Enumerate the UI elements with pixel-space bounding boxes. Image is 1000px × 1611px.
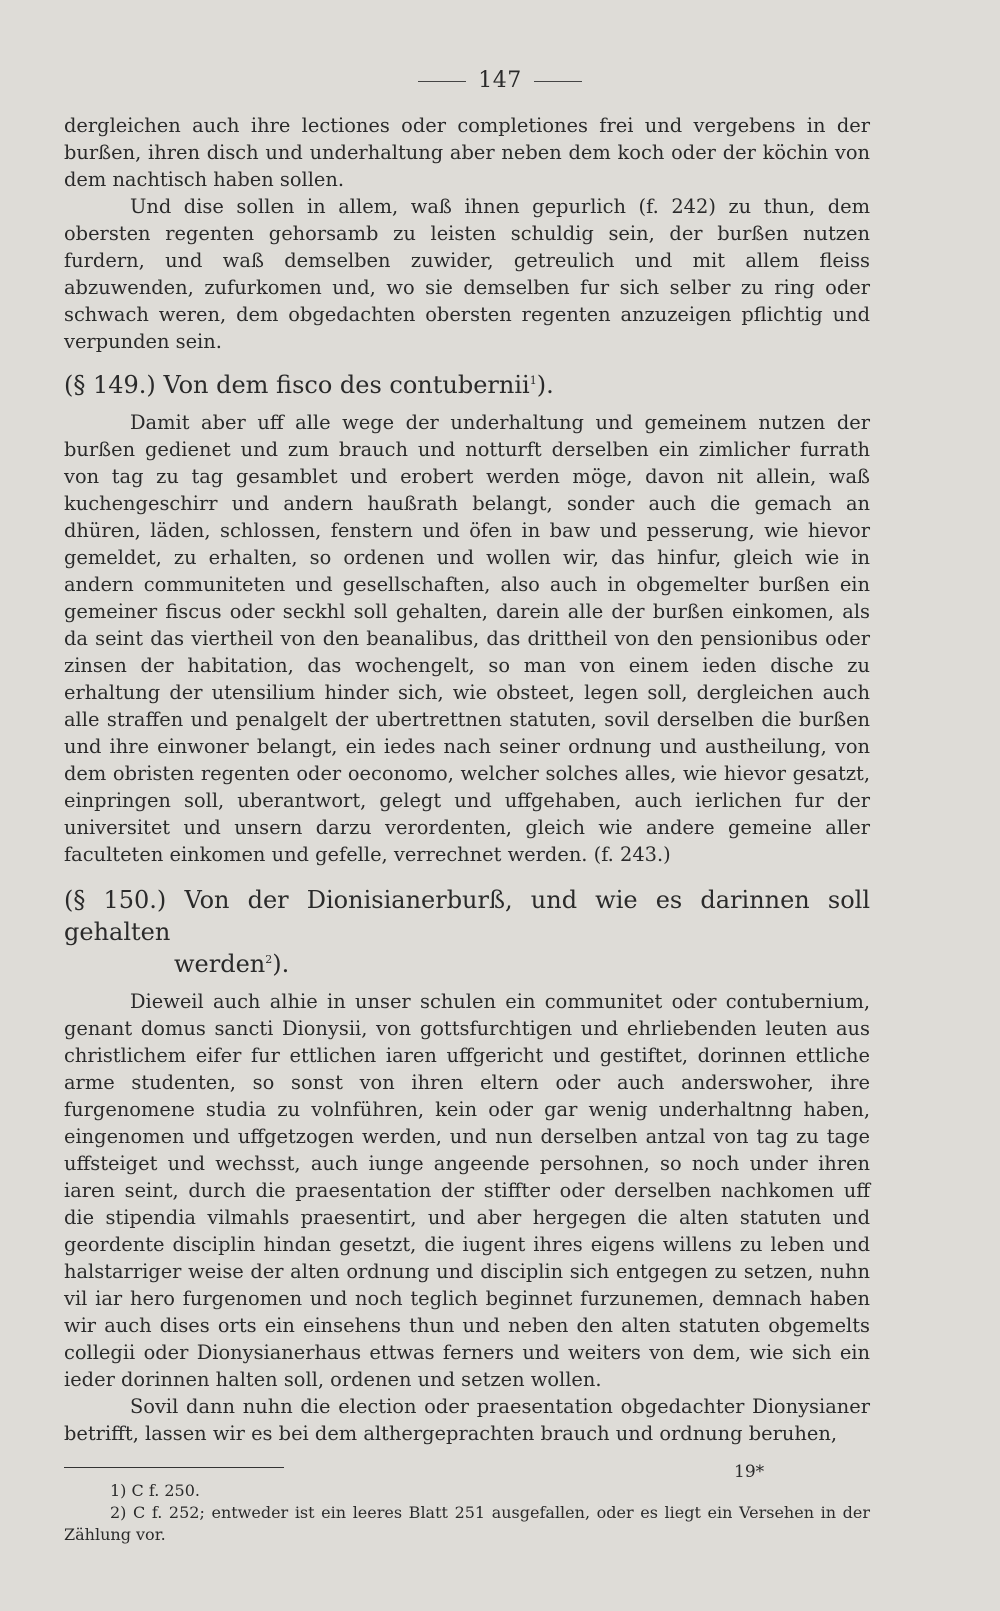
section-heading-149: (§ 149.) Von dem fisco des contubernii$^1$). (64, 371, 554, 399)
page-number: 147 (478, 68, 522, 93)
section-number-149: (§ 149.) (64, 371, 156, 399)
footnote-1: 1) C f. 250. (110, 1481, 200, 1500)
section-title-150: Von der Dionisianerburß, und wie es darinnen soll gehalten (64, 886, 871, 946)
footnote-ref-1: 1 (529, 374, 537, 387)
header-dash-right (534, 81, 582, 82)
paragraph-3: Damit aber uff alle wege der underhaltung und gemeinem nutzen der burßen gedienet und zum brauch und notturft derselben ein zimlicher furrath von tag zu tag gesamblet und erobert werden möge, davon nit allein, waß kuchengeschirr und andern haußrath belangt, sonder auch die gemach an dhüren, läden, schlossen, fenstern und öfen in baw und pesserung, wie hievor gemeldet, zu erhalten, so ordenen und wollen wir, das hinfur, gleich wie in andern communiteten und gesellschaften, also auch in obgemelter burßen ein gemeiner fiscus oder seckhl soll gehalten, darein alle der burßen einkomen, als da seint das viertheil von den beanalibus, das drittheil von den pensionibus oder zinsen der habitation, das wochengelt, so man von einem ieden dische zu erhaltung der utensilium hinder sich, wie obsteet, legen soll, dergleichen auch alle straffen und penalgelt der ubertrettnen statuten, sovil derselben die burßen und ihre einwoner belangt, ein iedes nach seiner ordnung und austheilung, von dem obristen regenten oder oeconomo, welcher solches alles, wie hievor gesatzt, einpringen soll, uberantwort, gelegt und uffgehaben, auch ierlichen fur der universitet und unsern darzu verordenten, gleich wie andere gemeine aller faculteten einkomen und gefelle, verrechnet werden. (f. 243.) (64, 411, 870, 866)
sheet-signature: 19* (734, 1462, 765, 1482)
paragraph-1: dergleichen auch ihre lectiones oder completiones frei und vergebens in der burßen, ihren disch und underhaltung aber neben dem koch oder der köchin von dem nachtisch haben sollen. (64, 114, 870, 191)
section-number-150: (§ 150.) (64, 886, 167, 914)
paragraph-4: Dieweil auch alhie in unser schulen ein communitet oder contubernium, genant domus sancti Dionysii, von gottsfurchtigen und ehrliebenden leuten aus christlichem eifer fur ettlichen iaren uffgericht und gestiftet, dorinnen ettliche arme studenten, so sonst von ihren eltern oder auch anderswoher, ihre furgenomene studia zu volnführen, kein oder gar wenig underhaltnng haben, eingenomen und uffgetzogen werden, und nun derselben antzal von tag zu tage uffsteiget und wechsst, auch iunge angeende persohnen, so noch under ihren iaren seint, durch die praesentation der stiffter oder derselben nachkomen uff die stipendia vilmahls praesentirt, und aber hergegen die alten statuten und geordente disciplin hindan gesetzt, die iugent ihres eigens willens zu leben und halstarriger weise der alten ordnung und disciplin sich entgegen zu setzen, nuhn vil iar hero furgenomen und noch teglich beginnet furzunemen, demnach haben wir auch dises orts ein einsehens thun und neben den alten statuten obgemelts collegii oder Dionysianerhaus ettwas ferners und weiters von dem, wie sich ein ieder dorinnen halten soll, ordenen und setzen wollen. (64, 990, 870, 1391)
section-title-149: Von dem fisco des contubernii (163, 371, 530, 399)
section-heading-150: (§ 150.) Von der Dionisianerburß, und wie es darinnen soll gehalten werden$^2$). (64, 886, 871, 978)
footnote-rule (64, 1467, 284, 1468)
page-header (0, 68, 1000, 93)
section-title-150-cont: werden (174, 950, 266, 978)
main-text (64, 112, 870, 1546)
footnote-2: 2) C f. 252; entweder ist ein leeres Blatt 251 ausgefallen, oder es liegt ein Versehen in der Zählung vor. (64, 1503, 870, 1544)
header-dash-left (418, 81, 466, 82)
paragraph-5: Sovil dann nuhn die election oder praesentation obgedachter Dionysianer betrifft, lassen wir es bei dem althergeprachten brauch und ordnung beruhen, (64, 1395, 870, 1445)
paragraph-2: Und dise sollen in allem, waß ihnen gepurlich (f. 242) zu thun, dem obersten regenten gehorsamb zu leisten schuldig sein, der burßen nutzen furdern, und waß demselben zuwider, getreulich und mit allem fleiss abzuwenden, zufurkomen und, wo sie demselben fur sich selber zu ring oder schwach weren, dem obgedachten obersten regenten anzuzeigen pflichtig und verpunden sein. (64, 195, 870, 353)
footnote-ref-2: 2 (265, 953, 273, 966)
